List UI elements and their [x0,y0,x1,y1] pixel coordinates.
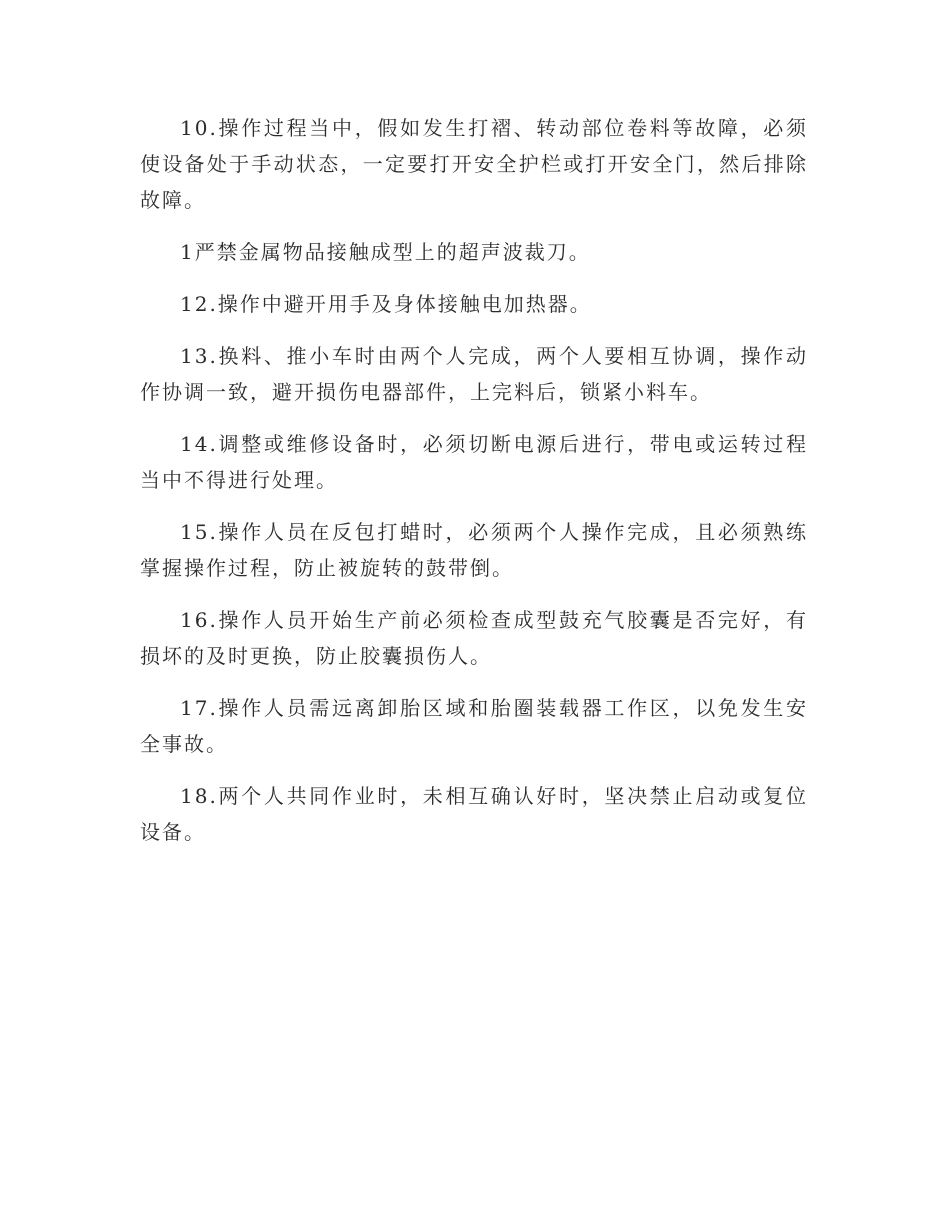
document-body [140,110,808,866]
paragraph-item-12: 12.操作中避开用手及身体接触电加热器。 [180,292,592,316]
paragraph-item-18: 18.两个人共同作业时，未相互确认好时，坚决禁止启动或复位设备。 [140,784,808,844]
paragraph-item-14: 14.调整或维修设备时，必须切断电源后进行，带电或运转过程当中不得进行处理。 [140,432,808,492]
paragraph-item-10: 10.操作过程当中，假如发生打褶、转动部位卷料等故障，必须使设备处于手动状态，一定要打开安全护栏或打开安全门，然后排除故障。 [140,116,808,212]
paragraph-item-11: 1严禁金属物品接触成型上的超声波裁刀。 [180,240,591,264]
paragraph-item-15: 15.操作人员在反包打蜡时，必须两个人操作完成，且必须熟练掌握操作过程，防止被旋转的鼓带倒。 [140,520,808,580]
paragraph-item-17: 17.操作人员需远离卸胎区域和胎圈装载器工作区，以免发生安全事故。 [140,696,808,756]
paragraph-item-13: 13.换料、推小车时由两个人完成，两个人要相互协调，操作动作协调一致，避开损伤电器部件，上完料后，锁紧小料车。 [140,344,808,404]
paragraph-item-16: 16.操作人员开始生产前必须检查成型鼓充气胶囊是否完好，有损坏的及时更换，防止胶囊损伤人。 [140,608,808,668]
